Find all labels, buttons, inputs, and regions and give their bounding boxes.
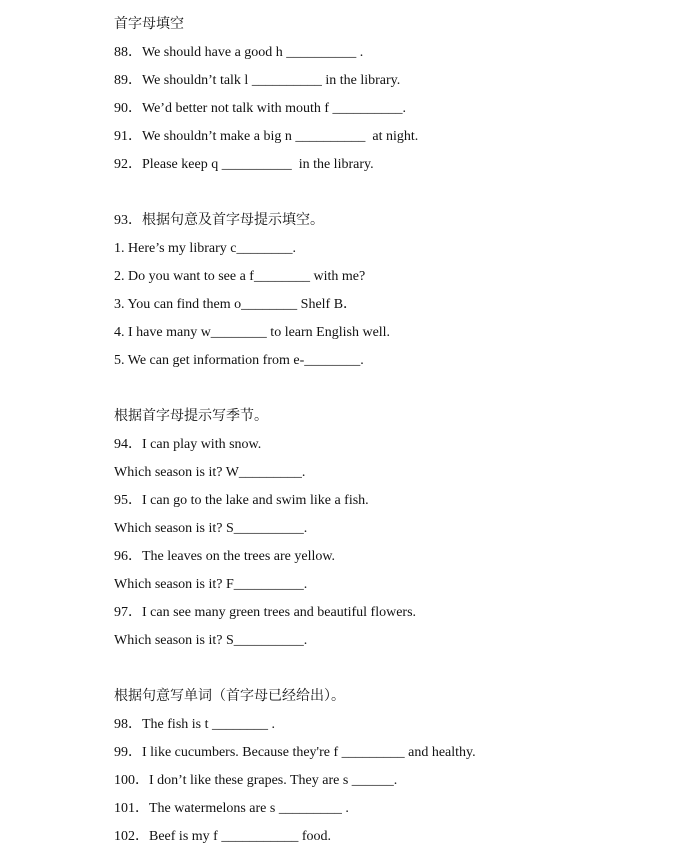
question-line: 5. We can get information from e-________.: [114, 353, 364, 368]
answer-line: Which season is it? F__________.: [114, 577, 308, 592]
question-line: 1. Here’s my library c________.: [114, 241, 296, 256]
section-heading: 93．根据句意及首字母提示填空。: [114, 213, 324, 228]
question-line: 2. Do you want to see a f________ with me?: [114, 269, 366, 284]
section-spacer: [114, 655, 684, 683]
question-line: 99．I like cucumbers. Because they're f _________ and healthy.: [114, 745, 476, 760]
question-line: 100．I don’t like these grapes. They are s ______.: [114, 773, 398, 788]
question-line: 102．Beef is my f ___________ food.: [114, 829, 331, 844]
section-library-fill: [114, 207, 684, 375]
question-line: 94．I can play with snow.: [114, 437, 262, 452]
section-food-words: [114, 683, 684, 851]
answer-line: Which season is it? W_________.: [114, 465, 306, 480]
question-line: 98．The fish is t ________ .: [114, 717, 275, 732]
question-line: 88．We should have a good h __________ .: [114, 45, 364, 60]
question-line: 91．We shouldn’t make a big n __________ at night.: [114, 129, 419, 144]
question-line: 3. You can find them o________ Shelf B．: [114, 297, 358, 312]
question-line: 97．I can see many green trees and beautiful flowers.: [114, 605, 417, 620]
worksheet-page: [114, 11, 684, 851]
section-heading: 首字母填空: [114, 17, 184, 32]
question-line: 89．We shouldn’t talk l __________ in the library.: [114, 73, 401, 88]
section-initial-letter-fill: [114, 11, 684, 179]
question-line: 95．I can go to the lake and swim like a fish.: [114, 493, 369, 508]
section-spacer: [114, 179, 684, 207]
question-line: 90．We’d better not talk with mouth f __________.: [114, 101, 407, 116]
section-spacer: [114, 375, 684, 403]
section-seasons: [114, 403, 684, 655]
question-line: 101．The watermelons are s _________ .: [114, 801, 349, 816]
section-heading: 根据句意写单词（首字母已经给出）。: [114, 689, 345, 704]
section-heading: 根据首字母提示写季节。: [114, 409, 268, 424]
answer-line: Which season is it? S__________.: [114, 633, 308, 648]
question-line: 92．Please keep q __________ in the library.: [114, 157, 374, 172]
question-line: 96．The leaves on the trees are yellow.: [114, 549, 336, 564]
answer-line: Which season is it? S__________.: [114, 521, 308, 536]
question-line: 4. I have many w________ to learn English well.: [114, 325, 391, 340]
